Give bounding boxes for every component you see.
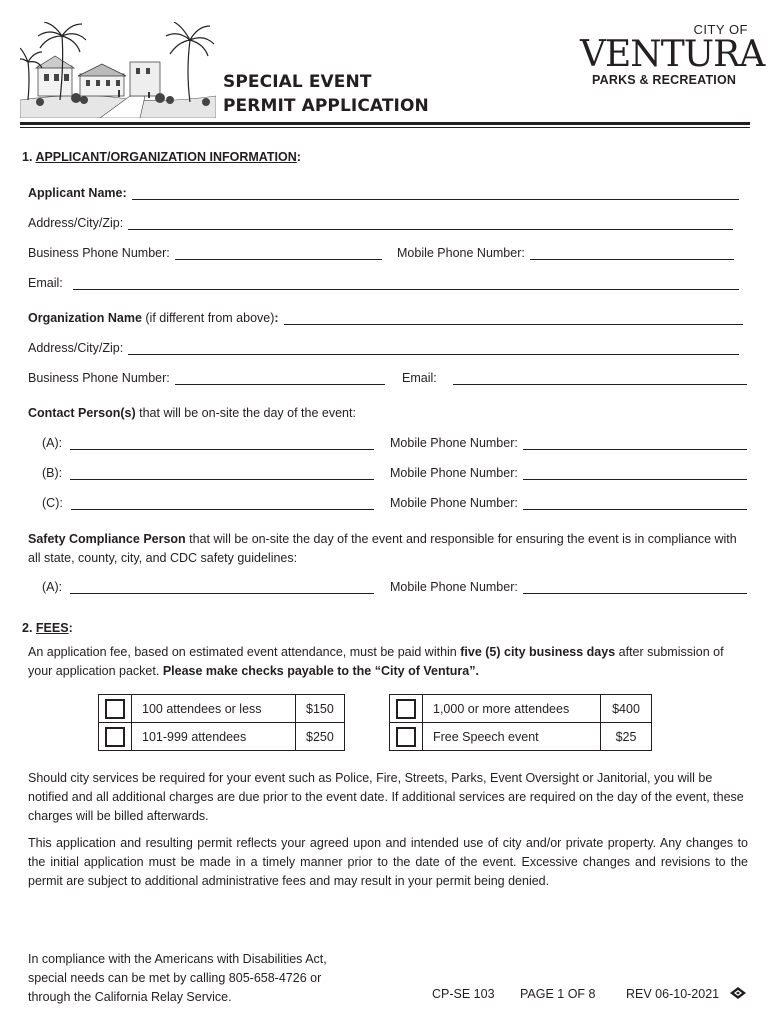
fee-label: 100 attendees or less xyxy=(132,695,296,723)
applicant-name-label: Applicant Name: xyxy=(28,186,127,200)
contact-a-mobile-line[interactable] xyxy=(523,437,747,450)
section1-heading: 1. APPLICANT/ORGANIZATION INFORMATION: xyxy=(22,150,301,164)
form-title-line2: PERMIT APPLICATION xyxy=(223,96,429,116)
safety-mobile-line[interactable] xyxy=(523,581,747,594)
org-address-label: Address/City/Zip: xyxy=(28,341,124,355)
org-business-phone-label: Business Phone Number: xyxy=(28,371,170,385)
fee-checkbox-101-999[interactable] xyxy=(105,727,125,747)
email-line[interactable] xyxy=(73,277,739,290)
fee-checkbox-cell[interactable] xyxy=(99,695,132,723)
safety-a-line[interactable] xyxy=(70,581,374,594)
city-logo xyxy=(580,22,765,87)
business-phone-field[interactable] xyxy=(28,244,382,260)
org-email-label: Email: xyxy=(402,371,437,385)
mobile-phone-line[interactable] xyxy=(530,247,734,260)
org-address-field[interactable] xyxy=(28,339,739,355)
safety-a-field[interactable] xyxy=(42,578,374,594)
logo-city-of: CITY OF xyxy=(693,22,748,37)
contact-persons-label: Contact Person(s) that will be on-site the day of the event: xyxy=(28,406,356,420)
safety-mobile-field[interactable] xyxy=(390,578,747,594)
mobile-phone-label: Mobile Phone Number: xyxy=(397,246,525,260)
section2-heading: 2. FEES: xyxy=(22,621,73,635)
organization-name-line[interactable] xyxy=(284,312,743,325)
city-services-paragraph: Should city services be required for your event such as Police, Fire, Streets, Parks, Event Oversight or Janitorial, you will be notified and all additional charges are due prior to the event date. If additional services are required on the day of the event, these charges will be billed afterwards. xyxy=(28,771,744,823)
contact-c-mobile-label: Mobile Phone Number: xyxy=(390,496,518,510)
logo-ventura: VENTURA xyxy=(580,34,765,75)
business-phone-label: Business Phone Number: xyxy=(28,246,170,260)
fee-checkbox-free-speech[interactable] xyxy=(396,727,416,747)
contact-b-mobile-field[interactable] xyxy=(390,464,747,480)
address-field[interactable] xyxy=(28,214,733,230)
contact-c-line[interactable] xyxy=(71,497,374,510)
fee-row xyxy=(99,723,345,751)
fee-checkbox-cell[interactable] xyxy=(99,723,132,751)
contact-c-label: (C): xyxy=(42,496,63,510)
fee-label: Free Speech event xyxy=(423,723,601,751)
logo-parks-recreation: PARKS & RECREATION xyxy=(592,73,737,87)
contact-b-field[interactable] xyxy=(42,464,374,480)
applicant-name-line[interactable] xyxy=(132,187,739,200)
fee-checkbox-cell[interactable] xyxy=(390,723,423,751)
org-email-line[interactable] xyxy=(453,372,747,385)
page-number: PAGE 1 OF 8 xyxy=(520,987,596,1001)
organization-name-field[interactable] xyxy=(28,309,743,325)
safety-mobile-label: Mobile Phone Number: xyxy=(390,580,518,594)
fee-label: 101-999 attendees xyxy=(132,723,296,751)
org-business-phone-field[interactable] xyxy=(28,369,385,385)
address-label: Address/City/Zip: xyxy=(28,216,124,230)
section2-title: FEES xyxy=(35,621,69,635)
org-email-field[interactable] xyxy=(402,369,747,385)
fee-price: $400 xyxy=(601,695,652,723)
fee-row xyxy=(390,695,652,723)
fee-checkbox-cell[interactable] xyxy=(390,695,423,723)
contact-c-mobile-field[interactable] xyxy=(390,494,747,510)
fee-label: 1,000 or more attendees xyxy=(423,695,601,723)
fee-checkbox-1000-or-more[interactable] xyxy=(396,699,416,719)
org-business-phone-line[interactable] xyxy=(175,372,385,385)
contact-a-mobile-field[interactable] xyxy=(390,434,747,450)
header-rule-thin xyxy=(20,127,750,128)
form-code: CP-SE 103 xyxy=(432,987,495,1001)
contact-a-mobile-label: Mobile Phone Number: xyxy=(390,436,518,450)
organization-name-label: Organization Name (if different from above): xyxy=(28,311,279,325)
fee-price: $150 xyxy=(296,695,345,723)
header-rule-thick xyxy=(20,122,750,125)
contact-b-label: (B): xyxy=(42,466,63,480)
contact-c-mobile-line[interactable] xyxy=(523,497,747,510)
revision-date: REV 06-10-2021 xyxy=(626,987,720,1001)
contact-a-line[interactable] xyxy=(70,437,374,450)
section1-title: APPLICANT/ORGANIZATION INFORMATION xyxy=(35,150,297,164)
contact-b-mobile-label: Mobile Phone Number: xyxy=(390,466,518,480)
safety-compliance-label: Safety Compliance Person that will be on-site the day of the event and responsible for ensuring the event is in compliance with all state, county, city, and CDC safety guidelines: xyxy=(28,532,737,565)
address-line[interactable] xyxy=(128,217,733,230)
application-changes-paragraph: This application and resulting permit reflects your agreed upon and intended use of city and/or private property. Any changes to the initial application must be made in a timely manner prior to the date of the event. Excessive changes and revisions to the permit are subject to additional administrative fees and may result in your permit being denied. xyxy=(28,836,748,888)
safety-a-label: (A): xyxy=(42,580,63,594)
form-title xyxy=(223,70,429,118)
business-phone-line[interactable] xyxy=(175,247,382,260)
contact-a-label: (A): xyxy=(42,436,63,450)
header-illustration xyxy=(20,22,216,118)
form-title-line1: SPECIAL EVENT xyxy=(223,72,372,92)
email-field[interactable] xyxy=(28,274,739,290)
org-address-line[interactable] xyxy=(128,342,739,355)
fees-table-left xyxy=(98,694,345,751)
contact-b-line[interactable] xyxy=(70,467,374,480)
mobile-phone-field[interactable] xyxy=(397,244,734,260)
contact-a-field[interactable] xyxy=(42,434,374,450)
fee-checkbox-100-or-less[interactable] xyxy=(105,699,125,719)
applicant-name-field[interactable] xyxy=(28,184,739,200)
fee-price: $250 xyxy=(296,723,345,751)
fees-intro: An application fee, based on estimated event attendance, must be paid within five (5) city business days after submission of your application packet. Please make checks payable to the “City of Ventura”. xyxy=(28,645,724,678)
contact-c-field[interactable] xyxy=(42,494,374,510)
ada-notice: In compliance with the Americans with Disabilities Act, special needs can be met by calling 805-658-4726 or through the California Relay Service. xyxy=(28,952,327,1004)
email-label: Email: xyxy=(28,276,63,290)
contact-b-mobile-line[interactable] xyxy=(523,467,747,480)
fees-table-right xyxy=(389,694,652,751)
fee-row xyxy=(99,695,345,723)
fee-price: $25 xyxy=(601,723,652,751)
fee-row xyxy=(390,723,652,751)
recycle-icon xyxy=(729,986,747,1005)
